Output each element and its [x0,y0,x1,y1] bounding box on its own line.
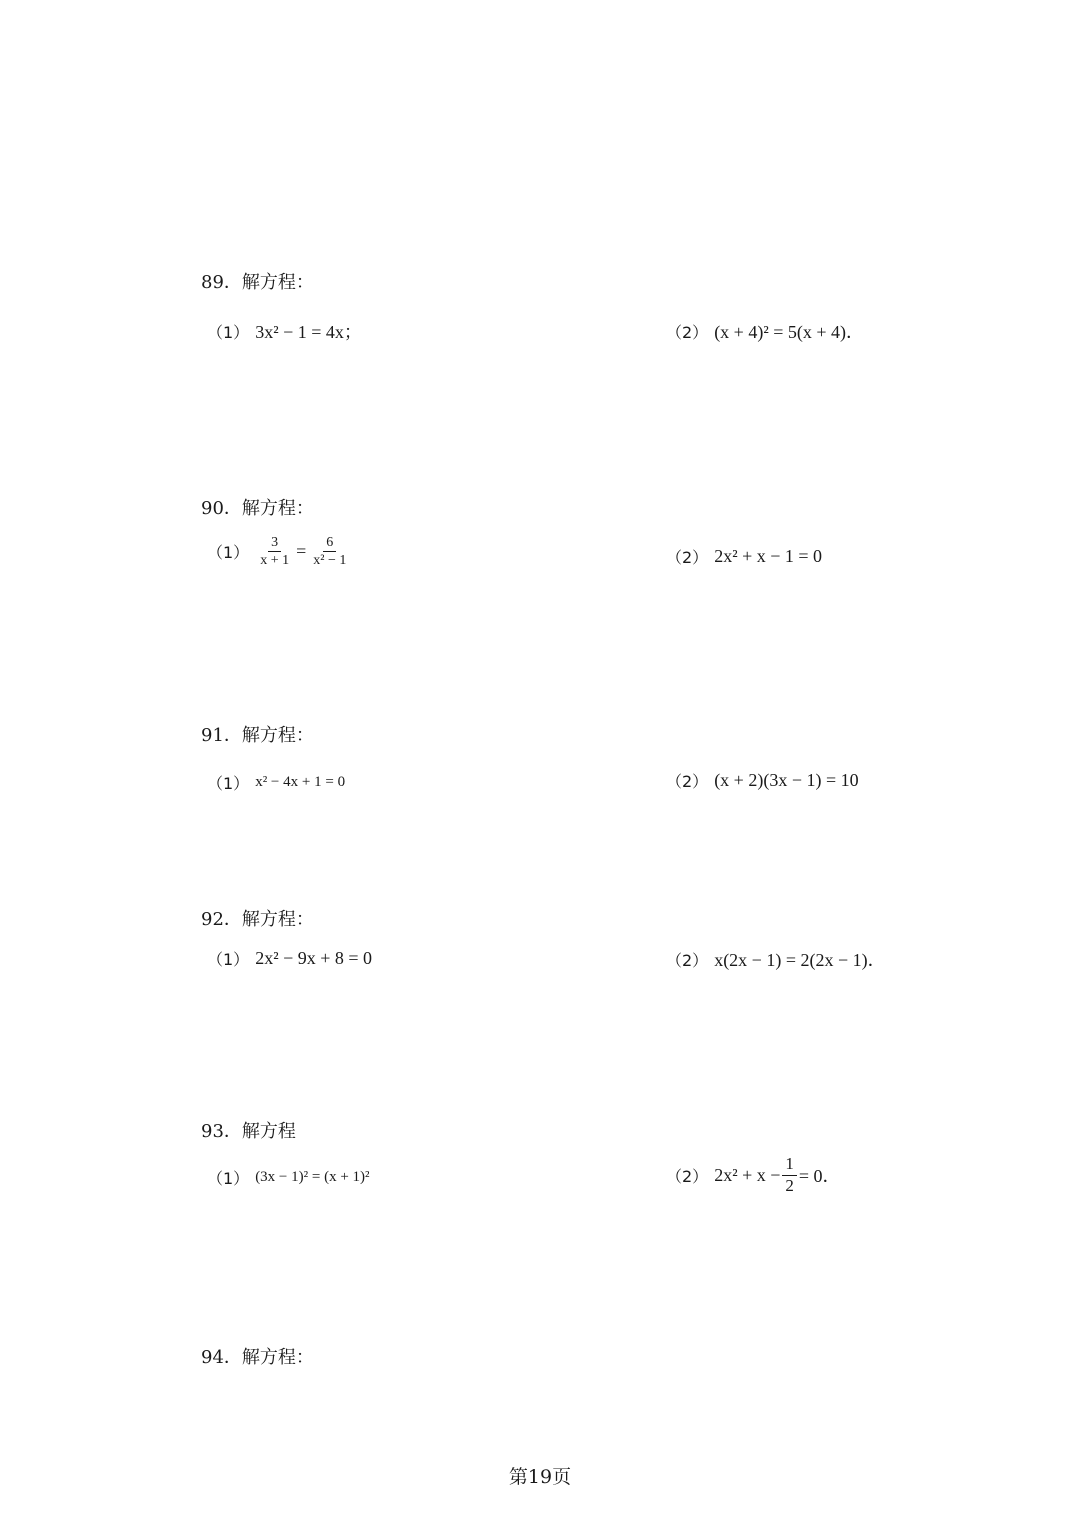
equation-after-fraction: = 0． [798,1166,841,1187]
equation: x(2x − 1) = 2(2x − 1)． [714,950,886,970]
part-label: （2） [666,950,709,970]
fraction-equation [255,535,351,569]
equation: x² − 4x + 1 = 0 [255,774,346,790]
problem-91-title: 91．解方程： [201,725,314,746]
rhs-denominator: x² − 1 [313,553,347,569]
problem-89-part-1 [207,318,362,344]
equation: (3x − 1)² = (x + 1)² [255,1169,370,1185]
part-label: （1） [207,774,250,793]
problem-90-part-1 [207,535,351,569]
page-number: 第19页 [508,1466,572,1488]
lhs-fraction [257,535,292,569]
problem-92-title: 92．解方程： [201,909,314,930]
part-label: （2） [666,322,709,342]
problem-92-part-1 [207,947,372,970]
lhs-denominator: x + 1 [260,553,290,569]
part-label: （2） [666,548,709,567]
equation: 3x² − 1 = 4x； [255,322,362,342]
problem-91-part-2 [666,769,859,792]
part-label: （1） [207,950,250,969]
problem-93-part-1 [207,1166,370,1189]
problem-90-title: 90．解方程： [201,498,314,519]
part-label: （2） [666,1166,709,1186]
one-half-fraction [782,1155,797,1195]
equation: 2x² − 9x + 8 = 0 [255,948,373,968]
rhs-numerator: 6 [323,535,336,552]
part-label: （1） [207,543,250,563]
fraction-denominator: 2 [785,1175,794,1195]
problem-89-part-2 [666,318,864,344]
equation: (x + 4)² = 5(x + 4)． [714,322,865,342]
equation: (x + 2)(3x − 1) = 10 [714,770,859,790]
equation: 2x² + x − 1 = 0 [714,546,823,566]
part-label: （2） [666,772,709,791]
problem-93-part-2 [666,1155,841,1195]
problem-90-part-2 [666,545,822,568]
lhs-numerator: 3 [268,535,281,552]
problem-92-part-2 [666,946,886,972]
equation-before-fraction: 2x² + x − [714,1164,781,1185]
problem-91-part-1 [207,771,345,794]
fraction-numerator: 1 [782,1155,797,1176]
part-label: （1） [207,1169,250,1188]
equals-sign: = [296,541,307,562]
fraction-equation [714,1155,840,1195]
problem-94-title: 94．解方程： [201,1347,314,1368]
part-label: （1） [207,322,250,342]
rhs-fraction [310,535,349,569]
problem-93-title: 93．解方程 [201,1121,296,1142]
problem-89-title: 89．解方程： [201,272,314,293]
